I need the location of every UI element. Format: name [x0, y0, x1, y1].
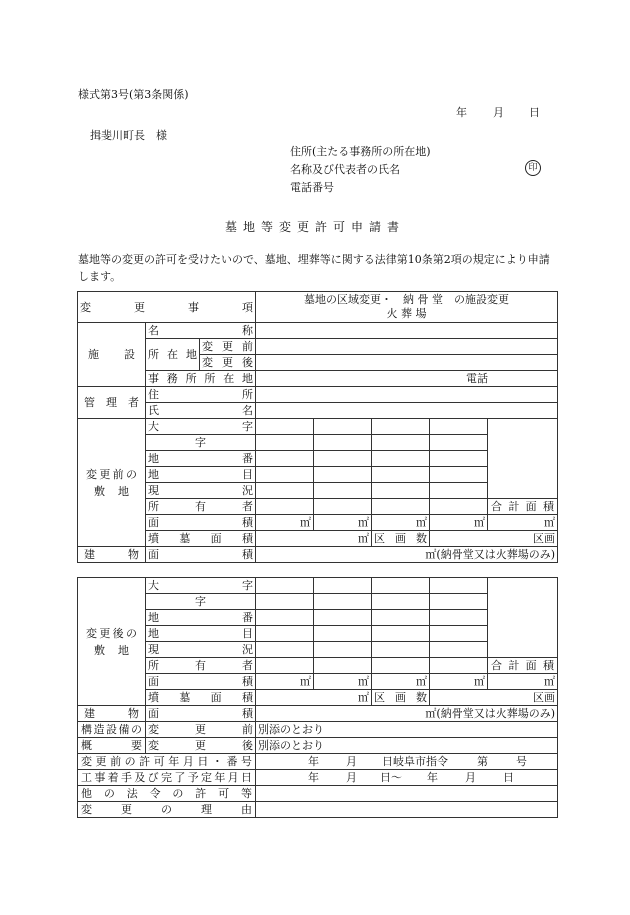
aza-label: 字 [146, 435, 256, 451]
cell[interactable] [430, 658, 488, 674]
site-before-label [78, 419, 146, 547]
cell[interactable] [256, 594, 314, 610]
area-unit: ㎡ [314, 515, 372, 531]
facility-name-label: 名称 [146, 323, 256, 339]
cell[interactable] [314, 578, 372, 594]
cell[interactable] [430, 594, 488, 610]
permit-date-label: 変更前の許可年月日・番号 [78, 754, 256, 770]
form-number: 様式第3号(第3条関係) [78, 88, 189, 101]
area-unit: ㎡ [314, 674, 372, 690]
cell[interactable] [372, 610, 430, 626]
grave-area-label: 墳墓面積 [146, 531, 256, 547]
applicant-phone-label: 電話番号 [290, 181, 334, 194]
sch-year2: 年 [427, 771, 438, 784]
cell[interactable] [256, 483, 314, 499]
reason-label: 変更の理由 [78, 802, 256, 818]
site-after-label [78, 578, 146, 706]
permit-go: 号 [516, 755, 527, 768]
change-item-value-line2: 火 葬 場 [386, 307, 427, 320]
permit-dai: 第 [477, 755, 488, 768]
total-area-label: 合計面積 [488, 499, 558, 515]
cell[interactable] [256, 499, 314, 515]
cell[interactable] [372, 451, 430, 467]
permit-year: 年 [308, 755, 319, 768]
site-before-label-2: 敷地 [94, 484, 129, 498]
area-unit: ㎡ [256, 674, 314, 690]
oaza-label: 大字 [146, 578, 256, 594]
body-text: 墓地等の変更の許可を受けたいので、墓地、埋葬等に関する法律第10条第2項の規定により申請します。 [78, 253, 550, 283]
cell[interactable] [314, 626, 372, 642]
site-before-label-1: 変更前の [86, 467, 137, 481]
lot-count-label: 区画数 [372, 531, 430, 547]
facility-name-value[interactable] [256, 323, 558, 339]
area-unit: ㎡ [372, 515, 430, 531]
office-location-label: 事務所所在地 [146, 371, 256, 387]
lot-count-label: 区画数 [372, 690, 430, 706]
cell[interactable] [314, 610, 372, 626]
office-phone-label: 電話 [256, 371, 558, 387]
cell[interactable] [372, 483, 430, 499]
chiban-label: 地番 [146, 451, 256, 467]
other-law-value[interactable] [256, 786, 558, 802]
cell[interactable] [314, 467, 372, 483]
grave-area-label: 墳墓面積 [146, 690, 256, 706]
grave-area-unit: ㎡ [256, 690, 372, 706]
cell[interactable] [314, 435, 372, 451]
document-title: 墓地等変更許可申請書 [224, 220, 405, 234]
sch-month2: 月 [465, 771, 476, 784]
cell[interactable] [372, 626, 430, 642]
sch-year: 年 [308, 771, 319, 784]
owner-label: 所有者 [146, 499, 256, 515]
cell[interactable] [430, 435, 488, 451]
lot-unit: 区画 [430, 690, 558, 706]
chiban-label: 地番 [146, 610, 256, 626]
structure-label-1: 構造設備の [78, 722, 146, 738]
cell[interactable] [488, 578, 558, 658]
structure-after-label: 変更後 [146, 738, 256, 754]
reason-value[interactable] [256, 802, 558, 818]
cell[interactable] [256, 435, 314, 451]
facility-label: 施設 [78, 323, 146, 387]
cell[interactable] [314, 451, 372, 467]
structure-label-2: 概要 [78, 738, 146, 754]
change-item-value [256, 292, 558, 323]
sch-day2: 日 [503, 771, 514, 784]
date-year: 年 [456, 106, 467, 119]
location-before-value[interactable] [256, 339, 558, 355]
cell[interactable] [256, 626, 314, 642]
oaza-label: 大字 [146, 419, 256, 435]
cell[interactable] [314, 419, 372, 435]
permit-date-value [256, 754, 558, 770]
date-day: 日 [529, 106, 540, 119]
cell[interactable] [430, 419, 488, 435]
building-label: 建物 [78, 706, 146, 722]
grave-area-unit: ㎡ [256, 531, 372, 547]
cell[interactable] [372, 578, 430, 594]
manager-name-label: 氏名 [146, 403, 256, 419]
cell[interactable] [256, 642, 314, 658]
location-after-value[interactable] [256, 355, 558, 371]
manager-label: 管理者 [78, 387, 146, 419]
building-note: ㎡(納骨堂又は火葬場のみ) [256, 547, 558, 563]
building-note: ㎡(納骨堂又は火葬場のみ) [256, 706, 558, 722]
cell[interactable] [372, 419, 430, 435]
cell[interactable] [256, 467, 314, 483]
schedule-label: 工事着手及び完了予定年月日 [78, 770, 256, 786]
chimoku-label: 地目 [146, 626, 256, 642]
cell[interactable] [372, 435, 430, 451]
change-item-value-line1: 墓地の区域変更・ 納 骨 堂 の施設変更 [304, 293, 510, 306]
cell[interactable] [430, 467, 488, 483]
schedule-value [256, 770, 558, 786]
other-law-label: 他の法令の許可等 [78, 786, 256, 802]
structure-before-label: 変更前 [146, 722, 256, 738]
cell[interactable] [372, 499, 430, 515]
cell[interactable] [488, 419, 558, 499]
sch-day-range: 日〜 [380, 771, 402, 784]
manager-name-value[interactable] [256, 403, 558, 419]
change-item-label: 変更事項 [78, 292, 256, 323]
table-after [77, 577, 558, 818]
manager-address-label: 住所 [146, 387, 256, 403]
area-label: 面積 [146, 515, 256, 531]
cell[interactable] [372, 642, 430, 658]
date-month: 月 [493, 106, 504, 119]
table-before [77, 291, 558, 563]
permit-month: 月 [346, 755, 357, 768]
cell[interactable] [256, 610, 314, 626]
cell[interactable] [430, 642, 488, 658]
genkyo-label: 現況 [146, 483, 256, 499]
chimoku-label: 地目 [146, 467, 256, 483]
building-area-label: 面積 [146, 706, 256, 722]
cell[interactable] [314, 594, 372, 610]
cell[interactable] [372, 467, 430, 483]
area-unit: ㎡ [256, 515, 314, 531]
cell[interactable] [430, 499, 488, 515]
cell[interactable] [372, 594, 430, 610]
location-before-label: 変更前 [200, 339, 256, 355]
location-after-label: 変更後 [200, 355, 256, 371]
cell[interactable] [314, 658, 372, 674]
genkyo-label: 現況 [146, 642, 256, 658]
total-area-unit: ㎡ [488, 515, 558, 531]
sch-month: 月 [346, 771, 357, 784]
applicant-name-label: 名称及び代表者の氏名 [290, 163, 400, 176]
area-unit: ㎡ [430, 515, 488, 531]
cell[interactable] [256, 419, 314, 435]
cell[interactable] [372, 658, 430, 674]
site-after-label-1: 変更後の [86, 626, 137, 640]
cell[interactable] [430, 578, 488, 594]
cell[interactable] [314, 499, 372, 515]
owner-label: 所有者 [146, 658, 256, 674]
area-unit: ㎡ [430, 674, 488, 690]
manager-address-value[interactable] [256, 387, 558, 403]
permit-day-number: 日岐阜市指令 [382, 755, 448, 768]
aza-label: 字 [146, 594, 256, 610]
area-label: 面積 [146, 674, 256, 690]
cell[interactable] [430, 451, 488, 467]
addressee: 揖斐川町長 様 [90, 129, 167, 142]
location-label: 所在地 [146, 339, 200, 371]
cell[interactable] [256, 451, 314, 467]
structure-after-value: 別添のとおり [256, 738, 558, 754]
building-area-label: 面積 [146, 547, 256, 563]
cell[interactable] [430, 626, 488, 642]
seal-mark: 印 [525, 160, 541, 176]
site-after-label-2: 敷地 [94, 643, 129, 657]
cell[interactable] [430, 483, 488, 499]
building-label: 建物 [78, 547, 146, 563]
structure-before-value: 別添のとおり [256, 722, 558, 738]
cell[interactable] [256, 578, 314, 594]
cell[interactable] [430, 610, 488, 626]
cell[interactable] [314, 642, 372, 658]
area-unit: ㎡ [372, 674, 430, 690]
lot-unit: 区画 [430, 531, 558, 547]
cell[interactable] [256, 658, 314, 674]
cell[interactable] [314, 483, 372, 499]
total-area-unit: ㎡ [488, 674, 558, 690]
applicant-address-label: 住所(主たる事務所の所在地) [290, 145, 431, 158]
total-area-label: 合計面積 [488, 658, 558, 674]
